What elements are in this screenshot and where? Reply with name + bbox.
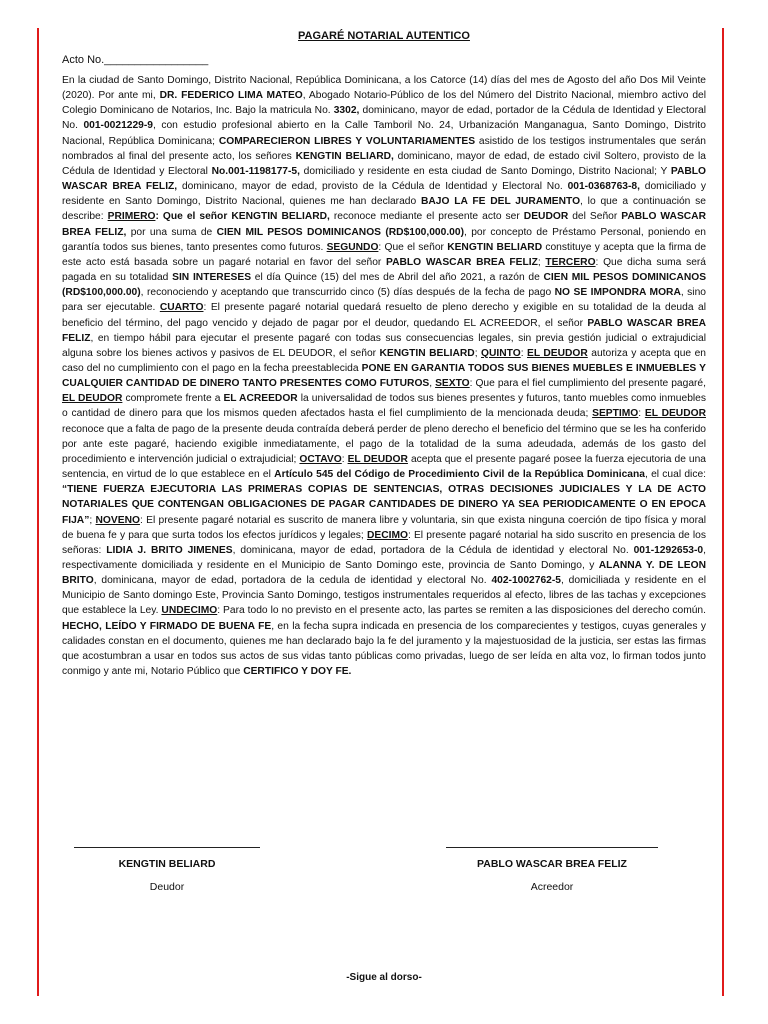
- body-text-segment: , dominicana, mayor de edad, portadora de la cedula de identidad y electoral No.: [93, 575, 492, 587]
- body-text-segment: NO SE IMPONDRA MORA: [554, 287, 681, 299]
- clause-septimo: SEPTIMO: [592, 408, 639, 420]
- body-text-segment: , con estudio profesional abierto en la Calle Tamboril No. 24, Urbanización Manganagua, Santo Domingo, Distrito Nacional, República Dominicana;: [62, 120, 706, 147]
- body-text-segment: KENGTIN BELIARD: [447, 241, 543, 253]
- body-text-segment: 402-1002762-5: [491, 575, 561, 587]
- body-text-segment: LIDIA J. BRITO JIMENES: [106, 544, 233, 556]
- body-text-segment: CIEN MIL PESOS DOMINICANOS (RD$100,000.00): [62, 272, 707, 299]
- left-margin-line: [37, 28, 39, 996]
- body-text-segment: 001-0368763-8,: [567, 181, 640, 193]
- body-text-segment: SIN INTERESES: [172, 272, 252, 284]
- acto-number: Acto No._________________: [62, 54, 209, 66]
- body-text-segment: domiciliado y residente en esta ciudad de Santo Domingo, Distrito Nacional; Y: [299, 165, 671, 177]
- body-text-segment: :: [341, 453, 348, 465]
- body-text-segment: : El presente pagaré notarial quedará resuelto de pleno derecho y exigible en su totalidad de la deuda al beneficio del término, del pago vencido y dejado de pagar por el deudor, quedando EL ACREEDOR, el señor: [62, 302, 706, 329]
- body-text-segment: , respectivamente domiciliada y residente en el Municipio de Santo Domingo este, provincia de Santo Domingo, y: [62, 544, 706, 571]
- body-text-segment: reconoce mediante el presente acto ser: [329, 211, 524, 223]
- body-text-segment: , en tiempo hábil para ejecutar el presente pagaré con todas sus consecuencias legales, sin previa gestión judicial o extrajudicial alguna sobre los bienes activos y pasivos de EL DEUDOR, el señor: [62, 332, 706, 359]
- body-text-segment: EL DEUDOR: [62, 393, 123, 405]
- body-text-segment: : Que el señor: [378, 241, 448, 253]
- body-text-segment: acepta que el presente pagaré posee la fuerza ejecutoria de una sentencia, en virtud de lo que establece en el: [62, 453, 706, 481]
- signer-role-acreedor: Acreedor: [530, 881, 574, 893]
- signer-name-deudor: KENGTIN BELIARD: [118, 858, 216, 870]
- body-text-segment: BAJO LA FE DEL JURAMENTO: [420, 196, 581, 208]
- clause-undecimo: UNDECIMO: [161, 605, 218, 617]
- clause-octavo: OCTAVO: [299, 453, 342, 465]
- clause-sexto: SEXTO: [435, 378, 470, 390]
- clause-primero: PRIMERO: [107, 211, 156, 223]
- body-text-segment: , Abogado Notario-Público de los del Número del Distrito Nacional, miembro activo del Colegio Dominicano de Notarios, Inc. Bajo la matricula No.: [62, 90, 707, 117]
- body-text-segment: : Para todo lo no previsto en el presente acto, las partes se remiten a las disposiciones del derecho común.: [217, 605, 706, 617]
- body-text-segment: , sino para ser ejecutable.: [62, 287, 706, 314]
- body-text-segment: PONE EN GARANTIA TODOS SUS BIENES MUEBLES E INMUEBLES Y CUALQUIER CANTIDAD DE DINERO TANTO PRESENTES COMO FUTUROS: [62, 362, 706, 390]
- body-text-segment: : Que el señor: [155, 211, 232, 223]
- body-text-segment: PABLO WASCAR BREA FELIZ: [62, 317, 706, 344]
- body-text-segment: PABLO WASCAR BREA FELIZ,: [62, 165, 706, 193]
- body-text-segment: el día Quince (15) del mes de Abril del año 2021, a razón de: [251, 272, 544, 284]
- signature-line-deudor: [74, 847, 260, 848]
- body-text-segment: :: [520, 347, 527, 359]
- body-text-segment: ;: [537, 256, 546, 268]
- body-text-segment: dominicano, mayor de edad, de estado civil Soltero, provisto de la Cédula de Identidad y Electoral: [62, 150, 706, 177]
- body-text-segment: domiciliado y residente en Santo Domingo, Distrito Nacional, quienes me han declarado: [62, 181, 706, 208]
- document-title: PAGARÉ NOTARIAL AUTENTICO: [298, 30, 470, 42]
- clause-segundo: SEGUNDO: [326, 241, 379, 253]
- body-text-segment: EL ACREEDOR: [223, 393, 298, 405]
- signer-name-acreedor: PABLO WASCAR BREA FELIZ: [477, 858, 627, 870]
- body-text-segment: EL DEUDOR: [527, 347, 588, 359]
- body-text-segment: DR. FEDERICO LIMA MATEO: [159, 90, 303, 102]
- body-text-segment: del Señor: [568, 211, 622, 223]
- body-text-segment: CIEN MIL PESOS DOMINICANOS (RD$100,000.00): [216, 226, 464, 238]
- body-text-segment: la universalidad de todos sus bienes presentes y futuros, tanto muebles como inmuebles o cantidad de dinero para que los mismos queden afectados hasta el fiel cumplimiento de la mencionada deuda;: [62, 393, 706, 420]
- body-text-segment: dominicano, mayor de edad, provisto de la Cédula de Identidad y Electoral No.: [177, 181, 568, 193]
- body-text-segment: , el cual dice:: [644, 469, 706, 481]
- body-text-segment: compromete frente a: [122, 393, 224, 405]
- body-text-segment: ;: [474, 347, 481, 359]
- body-text-segment: asistido de los testigos instrumentales que serán nombrados al final del presente acto, los señores: [62, 135, 706, 162]
- body-text-segment: EL DEUDOR: [347, 453, 408, 465]
- body-text-segment: EL DEUDOR: [644, 408, 706, 420]
- body-text-segment: ALANNA Y. DE LEON BRITO: [62, 560, 707, 587]
- body-text-segment: , lo que a continuación se describe:: [62, 196, 706, 223]
- continue-overleaf-note: -Sigue al dorso-: [346, 972, 422, 983]
- body-text-segment: HECHO, LEÍDO Y FIRMADO DE BUENA FE: [62, 620, 272, 632]
- clause-cuarto: CUARTO: [159, 302, 204, 314]
- body-text-segment: KENGTIN BELIARD,: [295, 150, 394, 162]
- body-text-segment: , por concepto de Préstamo Personal, poniendo en garantía todos sus bienes, tanto presentes como futuros.: [62, 226, 706, 253]
- clause-tercero: TERCERO: [545, 256, 596, 268]
- body-text-segment: 001-1292653-0: [633, 544, 704, 556]
- body-text-segment: constituye y acepta que la firma de este acto está basada sobre un pagaré notarial en favor del señor: [62, 241, 707, 268]
- body-text-segment: KENGTIN BELIARD: [379, 347, 475, 359]
- body-text-segment: : Que para el fiel cumplimiento del presente pagaré,: [469, 378, 706, 390]
- clause-decimo: DECIMO: [366, 529, 408, 541]
- body-text-segment: En la ciudad de Santo Domingo, Distrito Nacional, República Dominicana, a los Catorce (14) días del mes de Agosto del año Dos Mil Veinte (2020). Por ante mi,: [62, 75, 706, 102]
- body-text-segment: reconoce que a falta de pago de la presente deuda contraída deberá perder de pleno derecho el beneficio del término que se les ha conferido por ante este pagaré, haciendo exigible inmediatamente, el pago de la totalidad de la suma adeudada, además de los gasto del procedimiento e intervención judicial o extrajudicial;: [62, 423, 706, 465]
- body-text-segment: ;: [89, 514, 96, 526]
- body-text-segment: DEUDOR: [523, 211, 569, 223]
- body-text-segment: , reconociendo y aceptando que transcurrido cinco (5) días después de la fecha de pago: [140, 287, 555, 299]
- body-text-segment: , domiciliada y residente en el Municipio de Santo domingo Este, Provincia Santo Domingo, testigos instrumentales requeridos al efecto, libres de las tachas y excepciones que establece la Ley.: [62, 575, 706, 617]
- body-text-segment: PABLO WASCAR BREA FELIZ: [386, 256, 538, 268]
- body-text-segment: , dominicana, mayor de edad, portadora de la Cédula de identidad y electoral No.: [232, 544, 634, 556]
- body-text-segment: CERTIFICO Y DOY FE.: [243, 666, 352, 678]
- body-text-segment: KENGTIN BELIARD,: [231, 211, 330, 223]
- signer-role-deudor: Deudor: [149, 881, 185, 893]
- signature-line-acreedor: [446, 847, 658, 848]
- body-text-segment: PABLO WASCAR BREA FELIZ,: [62, 211, 706, 238]
- clause-noveno: NOVENO: [95, 514, 140, 526]
- body-text-segment: autoriza y acepta que en caso del no cumplimiento con el pago en la fecha preestablecida: [62, 347, 706, 374]
- body-text-segment: : Que dicha suma será pagada en su totalidad: [62, 256, 707, 284]
- body-text-segment: : El presente pagaré notarial ha sido suscrito en presencia de los señoras:: [62, 529, 706, 556]
- right-margin-line: [722, 28, 724, 996]
- body-text-segment: : El presente pagaré notarial es suscrito de manera libre y voluntaria, sin que exista ninguna coerción de tipo física y moral de buena fe y para que surta todos los efectos jurídicos y legales;: [62, 514, 706, 541]
- body-text-segment: Artículo 545 del Código de Procedimiento Civil de la República Dominicana: [274, 469, 645, 481]
- body-text-segment: ,: [429, 378, 436, 390]
- clause-quinto: QUINTO: [481, 347, 521, 359]
- body-text-segment: dominicano, mayor de edad, portador de la Cédula de Identidad y Electoral No.: [62, 105, 706, 132]
- body-text-segment: COMPARECIERON LIBRES Y VOLUNTARIAMENTES: [218, 135, 476, 147]
- body-text-segment: por una suma de: [126, 226, 217, 238]
- body-text-segment: , en la fecha supra indicada en presencia de los comparecientes y testigos, cuyas generales y calidades constan en el documento, quienes me han declarado bajo la fe del juramento y la majestuosidad de la justicia, ser estas las firmas que acostumbran a usar en todos sus actos de sus vidas tanto públicas como privadas, luego de ser leída en alta voz, lo firman todos junto conmigo y ante mi, Notario Público que: [62, 620, 706, 678]
- body-text-segment: 3302,: [333, 105, 360, 117]
- document-body: [62, 73, 706, 679]
- body-text-segment: :: [638, 408, 645, 420]
- body-text-segment: “TIENE FUERZA EJECUTORIA LAS PRIMERAS COPIAS DE SENTENCIAS, OTRAS DECISIONES JUDICIALES Y LA DE ACTO NOTARIALES QUE CONTENGAN OBLIGACIONES DE PAGAR CANTIDADES DE DINERO YA SEA PERIODICAMENTE O EN EPOCA FIJA”: [62, 484, 706, 526]
- body-text-segment: 001-0021229-9: [83, 120, 153, 132]
- body-text-segment: No.001-1198177-5,: [211, 165, 300, 177]
